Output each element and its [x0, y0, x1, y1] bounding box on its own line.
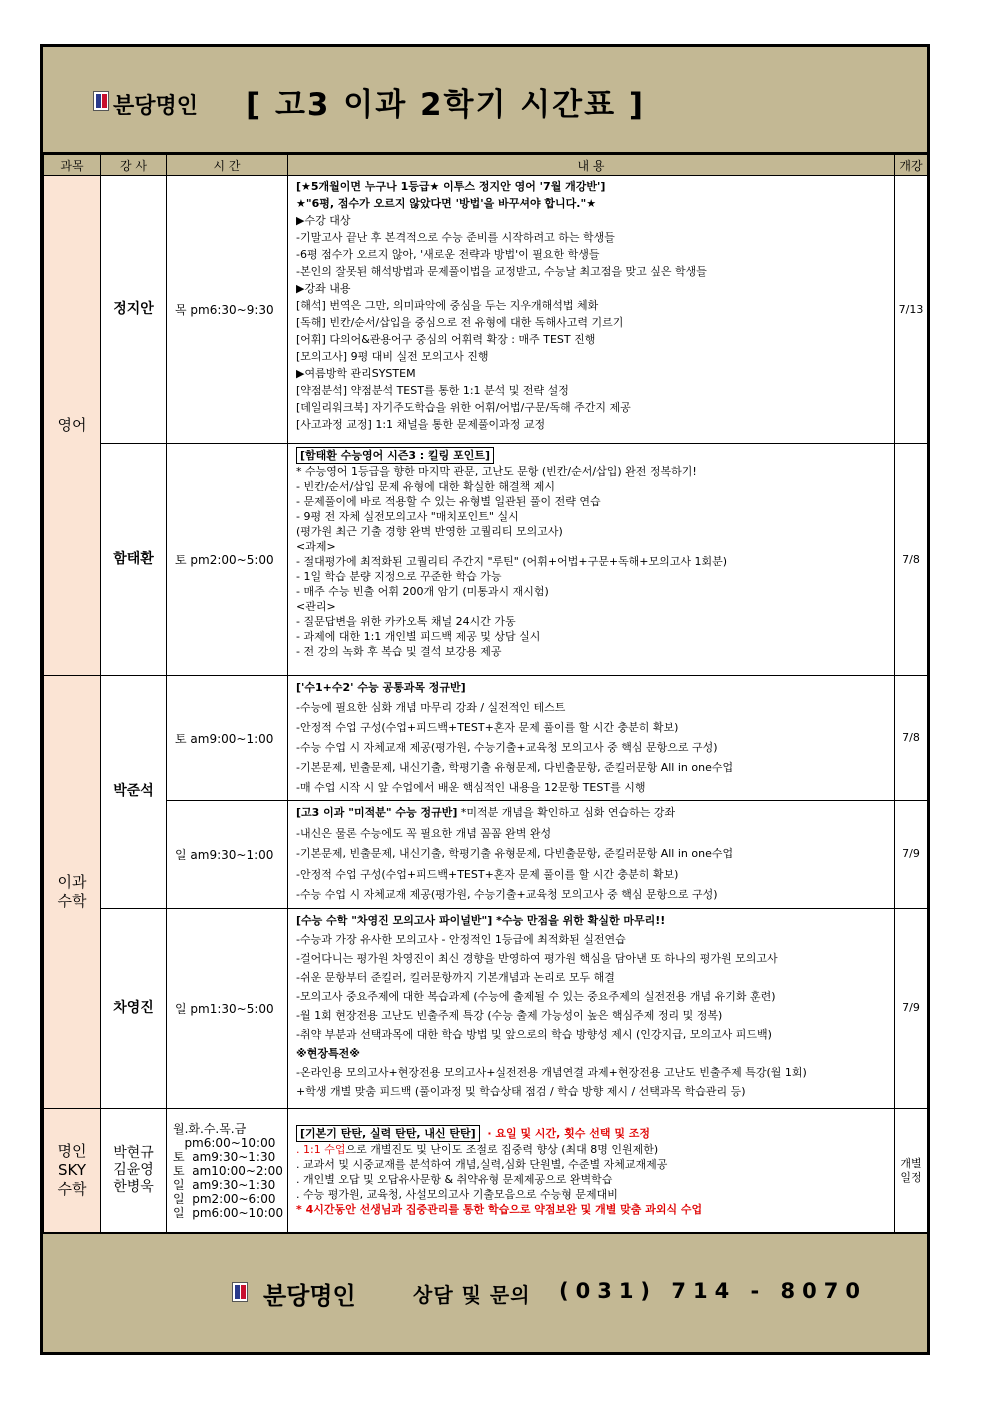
table-row — [44, 176, 928, 444]
content-line: -기말고사 끝난 후 본격적으로 수능 준비를 시작하려고 하는 학생들 — [296, 231, 615, 244]
teacher-name: 한병욱 — [113, 1179, 154, 1195]
content-line: <과제> — [296, 540, 336, 553]
col-header-start: 개강 — [895, 155, 928, 176]
content-line: -안정적 수업 구성(수업+피드백+TEST+혼자 문제 풀이를 할 시간 충분히 확보) — [296, 721, 679, 734]
content-line: [어휘] 다의어&관용어구 중심의 어휘력 확장 : 매주 TEST 진행 — [296, 333, 596, 346]
content-line: -매 수업 시작 시 앞 수업에서 배운 핵심적인 내용을 12문항 TEST를 시행 — [296, 781, 646, 794]
content-line: -모의고사 중요주제에 대한 복습과제 (수능에 출제될 수 있는 중요주제의 실전전용 개념 유기화 훈련) — [296, 989, 776, 1003]
brand-logo-icon — [232, 1282, 248, 1302]
course-title: [기본기 탄탄, 실력 탄탄, 내신 탄탄] — [296, 1125, 480, 1142]
content-line: -걸어다니는 평가원 차영진이 최신 경향을 반영하여 평가원 핵심을 담아낸 또 하나의 평가원 모의고사 — [296, 951, 778, 965]
content-line: -기본문제, 빈출문제, 내신기출, 학평기출 유형문제, 다빈출문항, 준킬러문항 All in one수업 — [296, 847, 734, 860]
content-line: [독해] 빈칸/순서/삽입을 중심으로 전 유형에 대한 독해사고력 기르기 — [296, 316, 624, 329]
content-line: - 질문답변을 위한 카카오톡 채널 24시간 가동 — [296, 615, 516, 628]
teacher-cell: 정지안 — [101, 176, 167, 444]
content-line: - 매주 수능 빈출 어휘 200개 암기 (미통과시 재시험) — [296, 585, 549, 598]
time-cell: 목 pm6:30~9:30 — [167, 176, 288, 444]
start-date-cell: 7/8 — [895, 444, 928, 676]
content-line: -6평 점수가 오르지 않아, '새로운 전략과 방법'이 필요한 학생들 — [296, 248, 600, 261]
phone-number: (031) 714 - 8070 — [559, 1279, 867, 1303]
content-line: -온라인용 모의고사+현장전용 모의고사+실전전용 개념연결 과제+현장전용 고난도 빈출주제 특강(월 1회) — [296, 1065, 807, 1079]
time-line: 월.화.수.목.금 — [173, 1121, 247, 1136]
content-line: - 과제에 대한 1:1 개인별 피드백 제공 및 상담 실시 — [296, 630, 541, 643]
content-line: -기본문제, 빈출문제, 내신기출, 학평기출 유형문제, 다빈출문항, 준킬러문항 All in one수업 — [296, 761, 734, 774]
teacher-cell: 차영진 — [101, 908, 167, 1108]
content-line: . 교과서 및 시중교재를 분석하여 개념,실력,심화 단원별, 수준별 자체교재제공 — [296, 1157, 668, 1171]
content-line: (평가원 최근 기출 경향 완벽 반영한 고퀄리티 모의고사) — [296, 525, 563, 538]
col-header-subject: 과목 — [44, 155, 101, 176]
subject-cell — [44, 1108, 101, 1233]
start-date-cell — [895, 1108, 928, 1233]
content-line: * 수능영어 1등급을 향한 마지막 관문, 고난도 문항 (빈칸/순서/삽입) 완전 정복하기! — [296, 465, 697, 478]
content-line: - 절대평가에 최적화된 고퀄리티 주간지 "루틴" (어휘+어법+구문+독해+모의고사 1회분) — [296, 555, 728, 568]
footer-banner — [43, 1232, 927, 1352]
content-line: * 4시간동안 선생님과 집중관리를 통한 학습으로 약점보완 및 개별 맞춤 과외식 수업 — [296, 1202, 703, 1216]
content-line: ▶여름방학 관리SYSTEM — [296, 367, 416, 380]
contact-label: 상담 및 문의 — [413, 1283, 531, 1307]
content-line: -본인의 잘못된 해석방법과 문제풀이법을 교정받고, 수능날 최고점을 맞고 싶은 학생들 — [296, 265, 707, 278]
brand-logo-icon — [93, 91, 109, 111]
content-line: -수능 수업 시 자체교재 제공(평가원, 수능기출+교육청 모의고사 중 핵심 문항으로 구성) — [296, 741, 718, 754]
teacher-name: 김윤영 — [113, 1162, 154, 1178]
table-row — [44, 1108, 928, 1233]
content-cell — [288, 176, 895, 444]
content-cell — [288, 1108, 895, 1233]
col-header-time: 시 간 — [167, 155, 288, 176]
content-line: [해석] 번역은 그만, 의미파악에 중심을 두는 지우개해석법 체화 — [296, 299, 599, 312]
content-line: - 9평 전 자체 실전모의고사 "매치포인트" 실시 — [296, 510, 519, 523]
timetable-frame — [40, 44, 930, 1355]
start-date-cell: 7/9 — [895, 908, 928, 1108]
time-line: 토 am10:00~2:00 — [173, 1163, 283, 1178]
content-line: . 수능 평가원, 교육청, 사설모의고사 기출모음으로 수능형 문제대비 — [296, 1187, 618, 1201]
col-header-teacher: 강 사 — [101, 155, 167, 176]
content-line: +학생 개별 맞춤 피드백 (풀이과정 및 학습상태 점검 / 학습 방향 제시 / 선택과목 학습관리 등) — [296, 1084, 746, 1098]
course-title: [★5개월이면 누구나 1등급★ 이투스 정지안 영어 '7월 개강반'] — [296, 180, 606, 193]
content-cell — [288, 676, 895, 801]
start-date-label: 개별 일정 — [900, 1156, 922, 1184]
course-note: *수능 만점을 위한 확실한 마무리!! — [492, 913, 666, 927]
course-note: *미적분 개념을 확인하고 심화 연습하는 강좌 — [457, 806, 676, 819]
time-cell: 일 pm1:30~5:00 — [167, 908, 288, 1108]
course-title: [수능 수학 "차영진 모의고사 파이널반"] — [296, 913, 493, 927]
table-row — [44, 444, 928, 676]
content-line: -수능에 필요한 심화 개념 마무리 강좌 / 실전적인 테스트 — [296, 701, 566, 714]
content-highlight: . 1:1 수업 — [296, 1142, 346, 1156]
time-cell — [167, 1108, 288, 1233]
time-cell: 토 pm2:00~5:00 — [167, 444, 288, 676]
time-cell: 일 am9:30~1:00 — [167, 801, 288, 909]
table-header-row — [44, 155, 928, 176]
content-line: -쉬운 문항부터 준킬러, 킬러문항까지 기본개념과 논리로 모두 해결 — [296, 970, 615, 984]
content-line: -내신은 물론 수능에도 꼭 필요한 개념 꼼꼼 완벽 완성 — [296, 826, 552, 840]
page-title: [ 고3 이과 2학기 시간표 ] — [246, 87, 646, 123]
content-line: 으로 개별진도 및 난이도 조절로 집중력 향상 (최대 8명 인원제한) — [345, 1142, 659, 1156]
content-line: -취약 부분과 선택과목에 대한 학습 방법 및 앞으로의 학습 방향성 제시 (인강지급, 모의고사 피드백) — [296, 1027, 772, 1041]
subject-label: 명인 SKY 수학 — [57, 1142, 87, 1198]
time-line: 토 am9:30~1:30 — [173, 1149, 276, 1164]
start-date-cell: 7/13 — [895, 176, 928, 444]
table-row — [44, 676, 928, 801]
teacher-cell — [101, 1108, 167, 1233]
content-cell — [288, 801, 895, 909]
subject-label: 이과 수학 — [57, 872, 87, 910]
content-line: [사고과정 교정] 1:1 채널을 통한 문제풀이과정 교정 — [296, 418, 546, 431]
content-line: ※현장특전※ — [296, 1046, 360, 1060]
time-line: 일 pm2:00~6:00 — [173, 1191, 276, 1206]
start-date-cell: 7/8 — [895, 676, 928, 801]
subject-cell: 영어 — [44, 176, 101, 676]
course-title: [고3 이과 "미적분" 수능 정규반] — [296, 806, 458, 819]
course-title: ['수1+수2' 수능 공통과목 정규반] — [296, 681, 466, 694]
time-line: pm6:00~10:00 — [173, 1135, 276, 1150]
footer-brand: 분당명인 — [263, 1282, 356, 1310]
content-line: -월 1회 현장전용 고난도 빈출주제 특강 (수능 출제 가능성이 높은 핵심주제 정리 및 정복) — [296, 1008, 723, 1022]
content-line: -수능 수업 시 자체교재 제공(평가원, 수능기출+교육청 모의고사 중 핵심 문항으로 구성) — [296, 888, 718, 901]
teacher-name: 박현규 — [113, 1145, 154, 1161]
content-line: [데일리워크북] 자기주도학습을 위한 어휘/어법/구문/독해 주간지 제공 — [296, 401, 631, 414]
content-cell — [288, 444, 895, 676]
schedule-table — [43, 154, 928, 1234]
content-line: ▶강좌 내용 — [296, 282, 351, 295]
content-line: - 문제풀이에 바로 적용할 수 있는 유형별 일관된 풀이 전략 연습 — [296, 495, 601, 508]
content-line: [모의고사] 9평 대비 실전 모의고사 진행 — [296, 350, 489, 363]
content-line: [약점분석] 약점분석 TEST를 통한 1:1 분석 및 전략 설정 — [296, 384, 569, 397]
time-cell: 토 am9:00~1:00 — [167, 676, 288, 801]
content-line: ▶수강 대상 — [296, 214, 351, 227]
start-date-cell: 7/9 — [895, 801, 928, 909]
content-line: -안정적 수업 구성(수업+피드백+TEST+혼자 문제 풀이를 할 시간 충분히 확보) — [296, 867, 679, 881]
col-header-content: 내 용 — [288, 155, 895, 176]
course-title: [함태환 수능영어 시즌3 : 킬링 포인트] — [296, 447, 494, 464]
teacher-cell: 함태환 — [101, 444, 167, 676]
content-line: - 전 강의 녹화 후 복습 및 결석 보강용 제공 — [296, 645, 502, 658]
header-banner — [43, 47, 927, 154]
course-note: · 요일 및 시간, 횟수 선택 및 조정 — [479, 1126, 651, 1140]
content-line: ★"6평, 점수가 오르지 않았다면 '방법'을 바꾸셔야 합니다."★ — [296, 197, 597, 210]
content-line: . 개인별 오답 및 오답유사문항 & 취약유형 문제제공으로 완벽학습 — [296, 1172, 613, 1186]
content-line: - 1일 학습 분량 지정으로 꾸준한 학습 가능 — [296, 570, 502, 583]
content-line: -수능과 가장 유사한 모의고사 - 안정적인 1등급에 최적화된 실전연습 — [296, 932, 626, 946]
table-row — [44, 801, 928, 909]
time-line: 일 am9:30~1:30 — [173, 1177, 276, 1192]
content-cell — [288, 908, 895, 1108]
teacher-cell: 박준석 — [101, 676, 167, 909]
time-line: 일 pm6:00~10:00 — [173, 1205, 284, 1220]
table-row — [44, 908, 928, 1108]
subject-cell — [44, 676, 101, 1109]
content-line: - 빈칸/순서/삽입 문제 유형에 대한 확실한 해결책 제시 — [296, 480, 556, 493]
content-line: <관리> — [296, 600, 336, 613]
brand-name: 분당명인 — [113, 94, 199, 119]
